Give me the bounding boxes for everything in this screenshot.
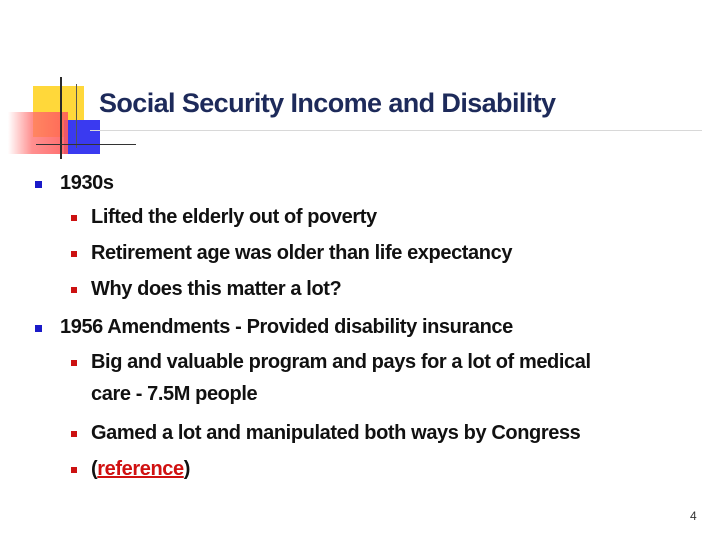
close-paren: ) bbox=[183, 458, 190, 480]
list-item: 1956 Amendments - Provided disability insurance bbox=[60, 316, 513, 338]
list-item: Big and valuable program and pays for a lot of medical bbox=[91, 351, 591, 373]
bullet-square-icon bbox=[71, 431, 77, 437]
bullet-square-icon bbox=[71, 467, 77, 473]
list-item: Gamed a lot and manipulated both ways by Congress bbox=[91, 422, 581, 444]
list-item: Why does this matter a lot? bbox=[91, 278, 342, 300]
bullet-square-icon bbox=[71, 215, 77, 221]
list-item: Lifted the elderly out of poverty bbox=[91, 206, 377, 228]
bullet-square-icon bbox=[71, 251, 77, 257]
bullet-square-icon bbox=[35, 181, 42, 188]
bullet-square-icon bbox=[71, 360, 77, 366]
bullet-square-icon bbox=[35, 325, 42, 332]
bullet-square-icon bbox=[71, 287, 77, 293]
list-item: 1930s bbox=[60, 172, 114, 194]
open-paren: ( bbox=[91, 458, 98, 480]
reference-list-item bbox=[91, 458, 190, 481]
list-item: Retirement age was older than life expectancy bbox=[91, 242, 513, 264]
slide-title: Social Security Income and Disability bbox=[99, 88, 556, 118]
list-item-continuation: care - 7.5M people bbox=[91, 383, 258, 405]
page-number: 4 bbox=[690, 509, 697, 523]
reference-link[interactable]: reference bbox=[97, 458, 184, 480]
